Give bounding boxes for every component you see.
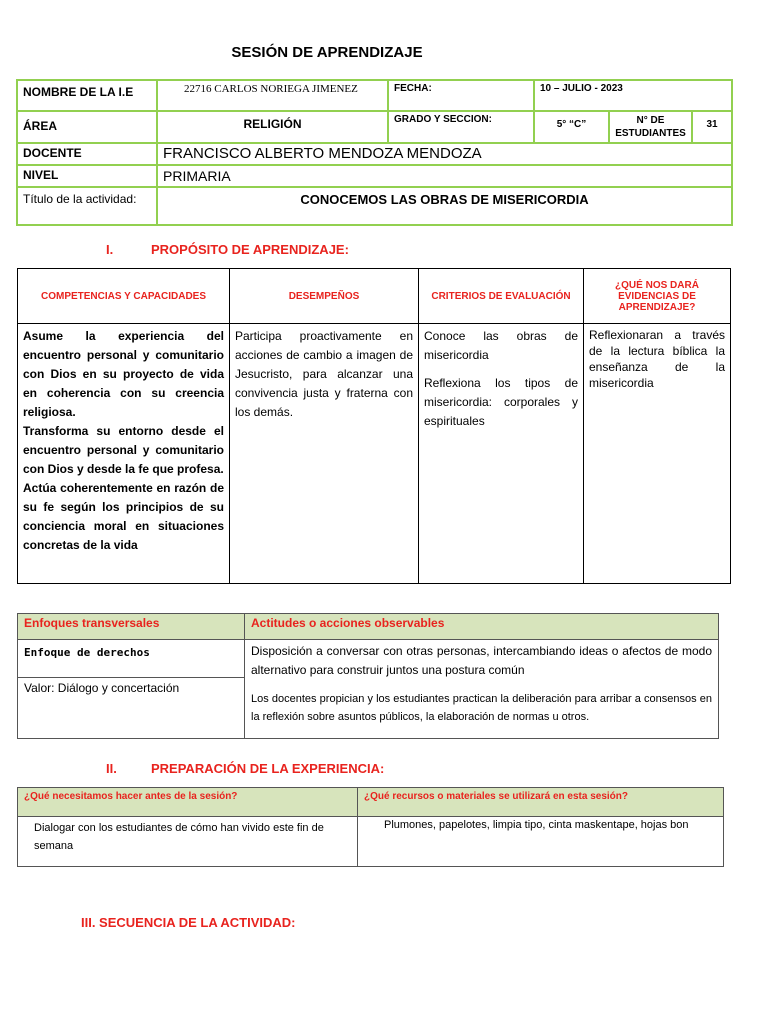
area-value: RELIGIÓN [157, 111, 388, 143]
competencia-2: Transforma su entorno desde el encuentro personal y comunitario con Dios y desde la fe que profesa. [23, 424, 224, 476]
desempenos-cell: Participa proactivamente en acciones de cambio a imagen de Jesucristo, para alcanzar una convivencia justa y fraterna con los demás. [230, 324, 419, 584]
section-1-number: I. [106, 242, 114, 257]
evidencias-cell: Reflexionaran a través de la lectura bíblica la enseñanza de la misericordia [584, 324, 731, 584]
enfoque-valor: Valor: Diálogo y concertación [24, 681, 180, 695]
grado-value: 5° “C” [534, 111, 609, 143]
num-students-value: 31 [692, 111, 732, 143]
preparacion-header-2: ¿Qué recursos o materiales se utilizará en esta sesión? [358, 788, 724, 817]
preparacion-recursos: Plumones, papelotes, limpia tipo, cinta maskentape, hojas bon [358, 817, 724, 867]
competencia-1: Asume la experiencia del encuentro personal y comunitario con Dios en su proyecto de vida en coherencia con su creencia religiosa. [23, 329, 224, 419]
ie-value: 22716 CARLOS NORIEGA JIMENEZ [157, 80, 388, 111]
header-criterios: CRITERIOS DE EVALUACIÓN [419, 269, 584, 324]
actitud-1: Disposición a conversar con otras personas, intercambiando ideas o afectos de modo alternativo para construir juntos una postura común [251, 644, 712, 677]
fecha-label: FECHA: [388, 80, 534, 111]
header-competencias: COMPETENCIAS Y CAPACIDADES [18, 269, 230, 324]
section-2-number: II. [106, 761, 117, 776]
criterio-2: Reflexiona los tipos de misericordia: corporales y espirituales [424, 376, 578, 428]
nivel-value: PRIMARIA [157, 165, 732, 187]
area-label: ÁREA [17, 111, 157, 143]
ie-label: NOMBRE DE LA I.E [17, 80, 157, 111]
actitudes-header: Actitudes o acciones observables [245, 614, 719, 640]
criterios-cell [419, 324, 584, 584]
document-title: SESIÓN DE APRENDIZAJE [231, 44, 423, 61]
docente-label: DOCENTE [17, 143, 157, 165]
header-evidencias: ¿QUÉ NOS DARÁ EVIDENCIAS DE APRENDIZAJE? [584, 269, 731, 324]
competencia-3: Actúa coherentemente en razón de su fe según los principios de su conciencia moral en situaciones concretas de la vida [23, 481, 224, 552]
actitud-2: Los docentes propician y los estudiantes practican la deliberación para arribar a consensos en la reflexión sobre asuntos públicos, la elaboración de normas u otros. [251, 693, 712, 723]
competencias-cell [18, 324, 230, 584]
preparacion-header-1: ¿Qué necesitamos hacer antes de la sesión? [18, 788, 358, 817]
titulo-label: Título de la actividad: [17, 187, 157, 225]
num-students-label: N° DE ESTUDIANTES [609, 111, 692, 143]
titulo-value: CONOCEMOS LAS OBRAS DE MISERICORDIA [157, 187, 732, 225]
fecha-value: 10 – JULIO - 2023 [534, 80, 732, 111]
enfoque-cell [18, 640, 245, 739]
nivel-label: NIVEL [17, 165, 157, 187]
section-2-title: PREPARACIÓN DE LA EXPERIENCIA: [151, 761, 385, 776]
section-3-title: III. SECUENCIA DE LA ACTIVIDAD: [81, 915, 296, 930]
enfoques-table [17, 613, 719, 739]
preparacion-antes: Dialogar con los estudiantes de cómo han vivido este fin de semana [18, 817, 358, 867]
grado-label: GRADO Y SECCION: [388, 111, 534, 143]
actitudes-cell [245, 640, 719, 739]
criterio-1: Conoce las obras de misericordia [424, 329, 578, 362]
header-desempenos: DESEMPEÑOS [230, 269, 419, 324]
header-table [16, 79, 733, 226]
proposito-table [17, 268, 731, 584]
enfoque-name: Enfoque de derechos [18, 640, 244, 678]
preparacion-table [17, 787, 724, 867]
docente-value: FRANCISCO ALBERTO MENDOZA MENDOZA [157, 143, 732, 165]
enfoques-header: Enfoques transversales [18, 614, 245, 640]
section-1-title: PROPÓSITO DE APRENDIZAJE: [151, 242, 349, 257]
